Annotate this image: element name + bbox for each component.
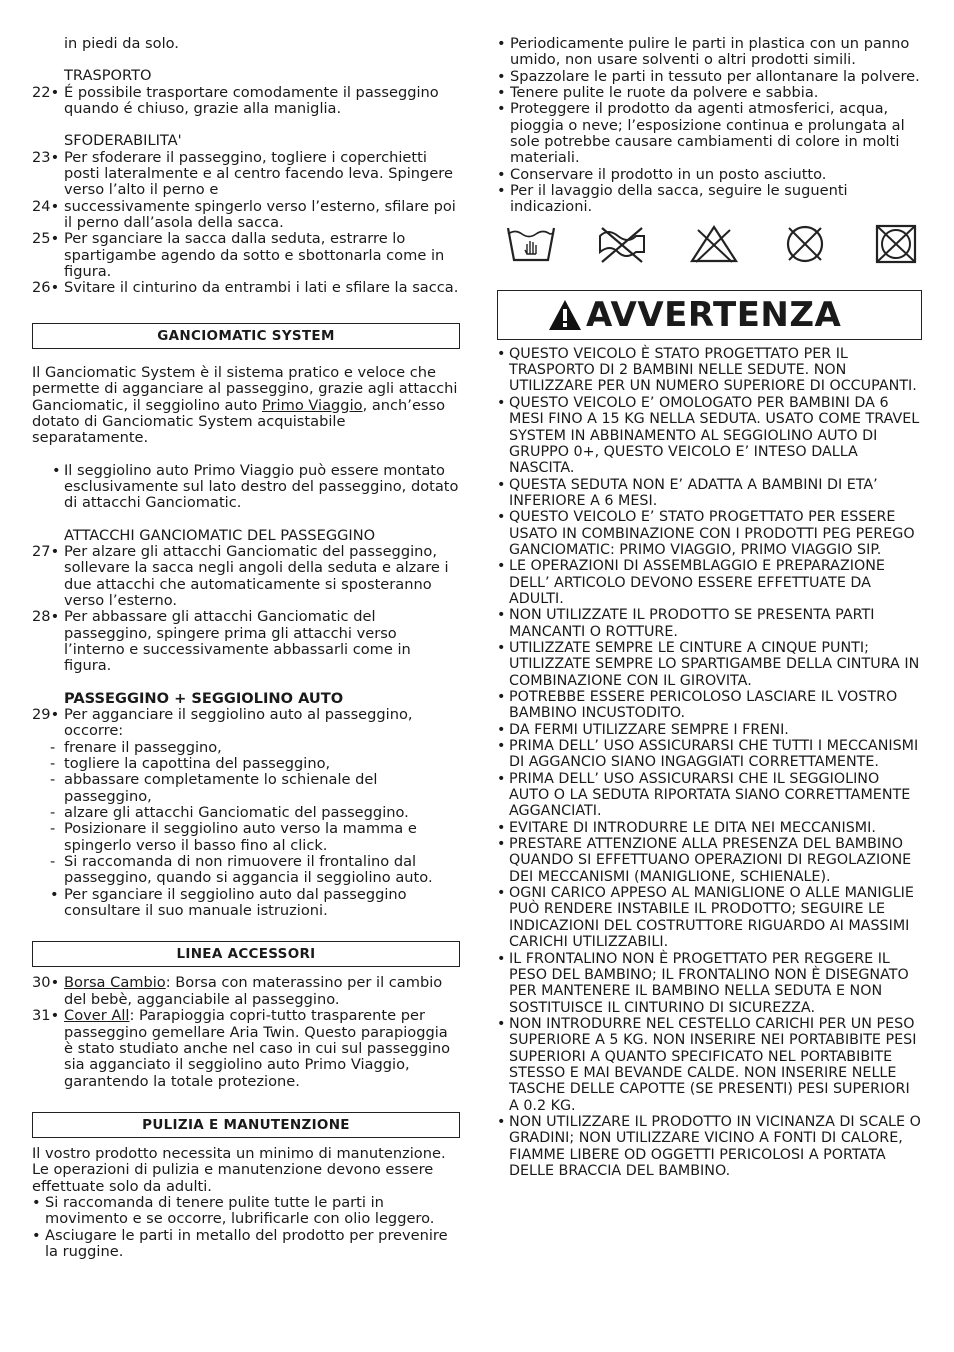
warning-item: • QUESTO VEICOLO È STATO PROGETTATO PER IL TRASPORTO DI 2 BAMBINI NELLE SEDUTE. NON UTILIZZARE PER UN NUMERO SUPERIORE DI OCCUPANTI.: [497, 345, 917, 395]
step-28: [32, 609, 460, 674]
step-30: 30• Borsa Cambio: Borsa con materassino per il cambio del bebè, agganciabile al passeggino.: [32, 974, 443, 1008]
warning-list: [497, 346, 922, 1180]
trasporto-title: TRASPORTO: [64, 67, 152, 85]
warning-item: • DA FERMI UTILIZZARE SEMPRE I FRENI.: [497, 721, 789, 738]
borsa-cambio-link: Borsa Cambio: [64, 974, 166, 992]
step-number: 29•: [32, 706, 60, 723]
step-number: 24•: [32, 197, 60, 215]
warning-item: • NON UTILIZZARE IL PRODOTTO IN VICINANZA DI SCALE O GRADINI; NON UTILIZZARE VICINO A FONTI DI CALORE, FIAMME LIBERE OD OGGETTI PERICOLOSI A PORTATA DELLE BRACCIA DEL BAMBINO.: [497, 1113, 921, 1179]
list-item: • Conservare il prodotto in un posto asciutto.: [497, 165, 827, 183]
warning-header: [497, 290, 922, 340]
warning-icon: [548, 299, 582, 331]
step-24: [32, 199, 460, 232]
bullet: •: [50, 885, 59, 903]
step-text: Per sfoderare il passeggino, togliere i coperchietti posti lateralmente e al centro facendo leva. Spingere verso l’alto il perno e: [64, 148, 453, 199]
step-text: É possibile trasportare comodamente il passeggino quando é chiuso, grazie alla maniglia.: [64, 83, 439, 118]
dash-item: - togliere la capottina del passeggino,: [50, 755, 331, 773]
bullet-text: Il seggiolino auto Primo Viaggio può essere montato esclusivamente sul lato destro del passeggino, dotato di attacchi Ganciomatic.: [64, 461, 459, 512]
step-29: [32, 707, 460, 740]
step-text: Per abbassare gli attacchi Ganciomatic del passeggino, spingere prima gli attacchi verso l’interno e successivamente abbassarli come in figura.: [64, 608, 411, 675]
warning-item: • NON INTRODURRE NEL CESTELLO CARICHI PER UN PESO SUPERIORE A 5 KG. NON INSERIRE NEI PORTABIBITE PESI SUPERIORI A QUANTO SPECIFICATO NEL PORTABIBITE STESSO E MAI BEVANDE CALDE. NON INSERIRE NELLE TASCHE DELLE CAPOTTE (SE PRESENTI) PESI SUPERIORI A 0.2 KG.: [497, 1015, 917, 1114]
bullet: •: [52, 461, 61, 479]
left-column: [32, 36, 460, 1260]
step-number: 26•: [32, 279, 60, 297]
step-23: [32, 150, 460, 199]
warning-item: • QUESTO VEICOLO E’ OMOLOGATO PER BAMBINI DA 6 MESI FINO A 15 KG NELLA SEDUTA. USATO COME TRAVEL SYSTEM IN ABBINAMENTO AL SEGGIOLINO AUTO DI GRUPPO 0+, QUESTO VEICOLO E’ INTESO DALLA NASCITA.: [497, 394, 920, 477]
sfoderabilita-title: SFODERABILITA': [64, 132, 182, 150]
step-number: 25•: [32, 230, 60, 248]
warning-item: • EVITARE DI INTRODURRE LE DITA NEI MECCANISMI.: [497, 819, 876, 836]
section-heading-ganciomatic: GANCIOMATIC SYSTEM: [32, 323, 460, 349]
warning-item: • IL FRONTALINO NON È PROGETTATO PER REGGERE IL PESO DEL BAMBINO; IL FRONTALINO NON È DISEGNATO PER MANTENERE IL BAMBINO NELLA SEDUTA E NON SOSTITUISCE IL CINTURINO DI SICUREZZA.: [497, 950, 909, 1016]
step-text: successivamente spingerlo verso l’esterno, sfilare poi il perno dall’asola della sacca.: [64, 197, 456, 232]
warning-item: • LE OPERAZIONI DI ASSEMBLAGGIO E PREPARAZIONE DELL’ ARTICOLO DEVONO ESSERE EFFETTUATE DA ADULTI.: [497, 558, 885, 607]
do-not-tumble-dry-icon: [870, 224, 922, 264]
list-item: • Proteggere il prodotto da agenti atmosferici, acqua, pioggia o neve; l’esposizione continua e prolungata al sole potrebbe causare cambiamenti di colore in molti materiali.: [497, 100, 905, 167]
list-item: • Tenere pulite le ruote da polvere e sabbia.: [497, 84, 819, 102]
step-26: [32, 280, 460, 296]
list-item: • Si raccomanda di tenere pulite tutte le parti in movimento e se occorre, lubrificarle con olio leggero.: [32, 1193, 435, 1228]
step-27: [32, 544, 460, 609]
warning-item: • OGNI CARICO APPESO AL MANIGLIONE O ALLE MANIGLIE PUÒ RENDERE INSTABILE IL PRODOTTO; SEGUIRE LE INDICAZIONI DEL COSTRUTTORE RIGUARDO AI MASSIMI CARICHI UTILIZZABILI.: [497, 885, 914, 951]
warning-item: • UTILIZZATE SEMPRE LE CINTURE A CINQUE PUNTI; UTILIZZATE SEMPRE LO SPARTIGAMBE DELLA CINTURA IN COMBINAZIONE CON IL GIROVITA.: [497, 639, 920, 689]
step-text: Per agganciare il seggiolino auto al passeggino, occorre:: [64, 706, 413, 740]
step-text: Per alzare gli attacchi Ganciomatic del passeggino, sollevare la sacca negli angoli della seduta e alzare i due attacchi che automaticamente si sposteranno verso l’esterno.: [64, 542, 449, 609]
primo-viaggio-link: Primo Viaggio: [262, 396, 363, 414]
dash-item: - Si raccomanda di non rimuovere il frontalino dal passeggino, quando si aggancia il seggiolino auto.: [50, 853, 433, 887]
step-text: Svitare il cinturino da entrambi i lati e sfilare la sacca.: [64, 279, 459, 297]
step-number: 22•: [32, 83, 60, 101]
step-number: 28•: [32, 608, 60, 626]
do-not-bleach-icon: [688, 224, 740, 264]
ganciomatic-bullet: [32, 463, 460, 512]
step-text: Per sganciare la sacca dalla seduta, estrarre lo spartigambe agendo da sotto e sbottonarla come in figura.: [64, 230, 445, 281]
warning-item: • PRESTARE ATTENZIONE ALLA PRESENZA DEL BAMBINO QUANDO SI EFFETTUANO OPERAZIONI DI REGOLAZIONE DEI MECCANISMI (MANIGLIONE, SCHIENALE).: [497, 836, 912, 885]
step-22: [32, 85, 460, 118]
warning-item: • QUESTO VEICOLO E’ STATO PROGETTATO PER ESSERE USATO IN COMBINAZIONE CON I PRODOTTI PEG PEREGO GANCIOMATIC: PRIMO VIAGGIO, PRIMO VIAGGIO SIP.: [497, 509, 915, 558]
warning-item: • NON UTILIZZATE IL PRODOTTO SE PRESENTA PARTI MANCANTI O ROTTURE.: [497, 607, 875, 640]
step-25: [32, 231, 460, 280]
ganciomatic-paragraph: Il Ganciomatic System è il sistema pratico e veloce che permette di agganciare al passeggino, grazie agli attacchi Ganciomatic, il seggiolino auto Primo Viaggio, anch’esso dotato di Ganciomatic System acquistabile separatamente.: [32, 363, 458, 447]
list-item: • Asciugare le parti in metallo del prodotto per prevenire la ruggine.: [32, 1226, 448, 1260]
care-icons: [497, 216, 922, 268]
passeggino-seggiolino-title: PASSEGGINO + SEGGIOLINO AUTO: [64, 689, 344, 707]
section-heading-accessori: LINEA ACCESSORI: [32, 941, 460, 967]
list-item: • Periodicamente pulire le parti in plastica con un panno umido, non usare solventi o altri prodotti simili.: [497, 35, 910, 69]
dash-item: - Posizionare il seggiolino auto verso la mamma e spingerlo verso il basso fino al click.: [50, 820, 417, 854]
cover-all-link: Cover All: [64, 1007, 130, 1025]
intro-continuation: in piedi da solo.: [64, 35, 179, 52]
warning-item: • PRIMA DELL’ USO ASSICURARSI CHE IL SEGGIOLINO AUTO O LA SEDUTA RIPORTATA SIANO CORRETTAMENTE AGGANCIATI.: [497, 770, 911, 820]
ganciomatic-last-bullet: • Per sganciare il seggiolino auto dal passeggino consultare il suo manuale istruzioni.: [32, 887, 460, 920]
step-number: 30•: [32, 974, 60, 992]
step-number: 31•: [32, 1007, 60, 1025]
warning-item: • PRIMA DELL’ USO ASSICURARSI CHE TUTTI I MECCANISMI DI AGGANCIO SIANO INGAGGIATI CORRETTAMENTE.: [497, 738, 919, 771]
step-31: 31• Cover All: Parapioggia copri-tutto trasparente per passeggino gemellare Aria Twin. Questo parapioggia è stato studiato anche nel caso in cui sul passeggino sia agganciato il seggiolino auto Primo Viaggio, garantendo la totale protezione.: [32, 1007, 451, 1090]
dash-item: - abbassare completamente lo schienale del passeggino,: [50, 771, 378, 805]
step-number: 27•: [32, 542, 60, 560]
right-column: [497, 36, 922, 1179]
list-item: • Per il lavaggio della sacca, seguire le suguenti indicazioni.: [497, 182, 848, 216]
section-heading-pulizia: PULIZIA E MANUTENZIONE: [32, 1112, 460, 1138]
attacchi-title: ATTACCHI GANCIOMATIC DEL PASSEGGINO: [64, 526, 376, 544]
do-not-wring-icon: [596, 224, 648, 264]
warning-item: • POTREBBE ESSERE PERICOLOSO LASCIARE IL VOSTRO BAMBINO INCUSTODITO.: [497, 689, 898, 722]
do-not-dry-clean-icon: [779, 224, 831, 264]
dash-item: - frenare il passeggino,: [50, 738, 222, 756]
dash-item: - alzare gli attacchi Ganciomatic del passeggino.: [50, 804, 409, 822]
pulizia-paragraph: Il vostro prodotto necessita un minimo di manutenzione. Le operazioni di pulizia e manutenzione devono essere effettuate solo da adulti.: [32, 1144, 446, 1195]
step-number: 23•: [32, 148, 60, 166]
hand-wash-icon: [505, 224, 557, 264]
warning-title: AVVERTENZA: [586, 294, 842, 335]
list-item: • Spazzolare le parti in tessuto per allontanare la polvere.: [497, 67, 920, 85]
warning-item: • QUESTA SEDUTA NON E’ ADATTA A BAMBINI DI ETA’ INFERIORE A 6 MESI.: [497, 476, 878, 509]
